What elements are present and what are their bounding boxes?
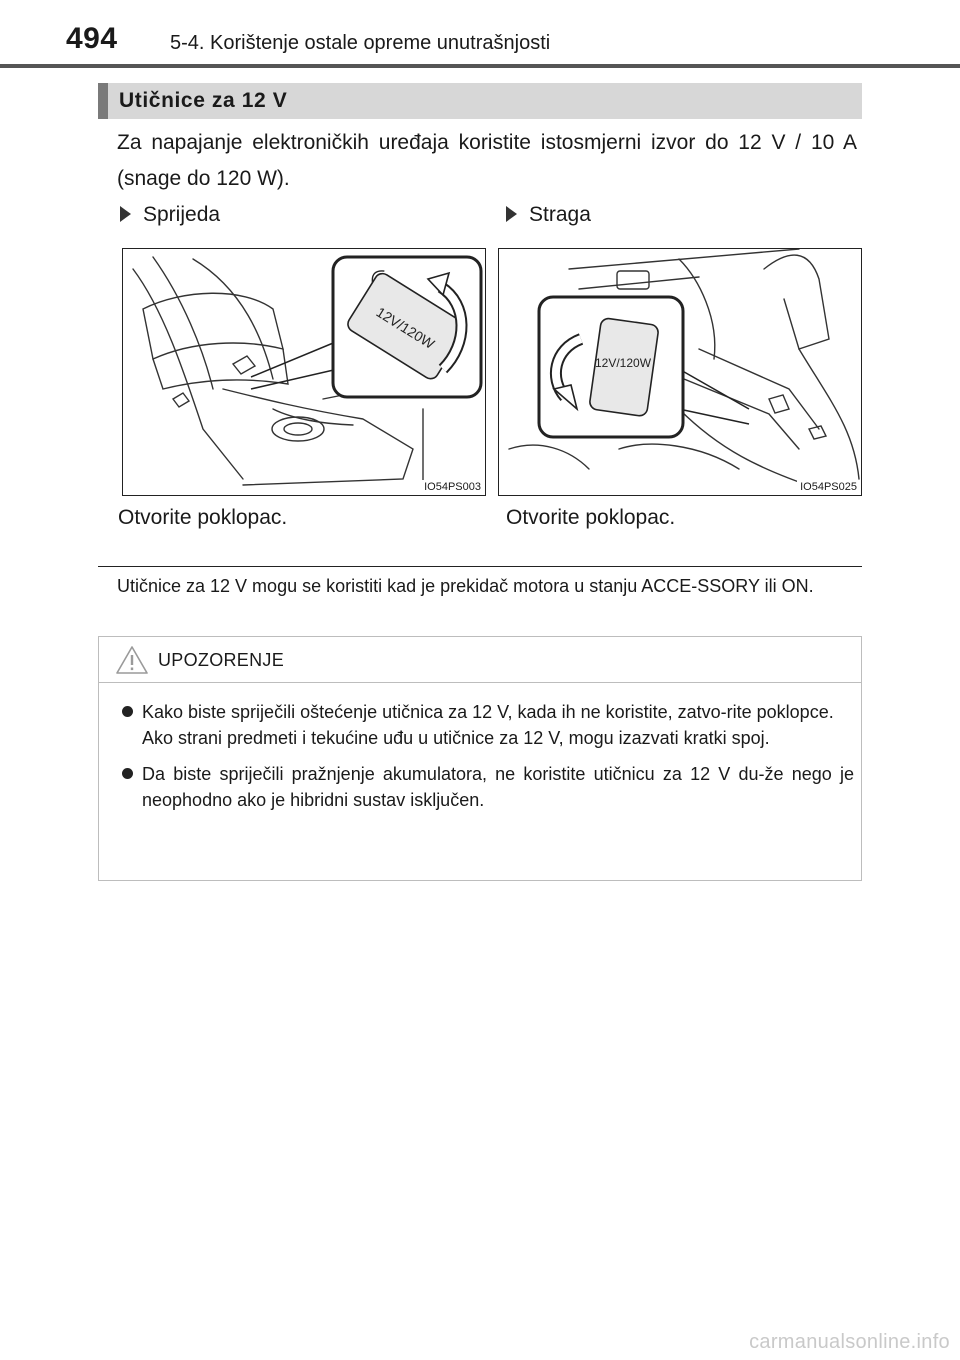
warning-list [116, 699, 854, 823]
lid-label: 12V/120W [594, 356, 652, 370]
figure-caption-rear: Otvorite poklopac. [506, 506, 676, 529]
figure-code: IO54PS003 [421, 480, 484, 494]
warning-triangle-icon [115, 645, 149, 675]
section-title: Utičnice za 12 V [119, 89, 288, 112]
front-console-illustration [123, 249, 486, 496]
figure-caption-front: Otvorite poklopac. [118, 506, 288, 529]
triangle-bullet-icon [120, 206, 131, 222]
figure-code: IO54PS025 [797, 480, 860, 494]
section-heading [98, 83, 862, 119]
section-divider [98, 566, 862, 567]
list-item [116, 761, 854, 813]
usage-note: Utičnice za 12 V mogu se koristiti kad je prekidač motora u stanju ACCE-SSORY ili ON. [117, 576, 814, 596]
variant-label-rear [506, 203, 591, 227]
intro-paragraph: Za napajanje elektroničkih uređaja koristite istosmjerni izvor do 12 V / 10 A (snage do 120 W). [117, 131, 857, 190]
bullet-dot-icon [122, 706, 133, 717]
list-item [116, 699, 854, 751]
triangle-bullet-icon [506, 206, 517, 222]
warning-text: Ako strani predmeti i tekućine uđu u utičnice za 12 V, mogu izazvati kratki spoj. [142, 728, 770, 748]
figure-rear-socket [498, 248, 862, 496]
header-rule [0, 64, 960, 68]
warning-title: UPOZORENJE [158, 650, 285, 670]
warning-text: Da biste spriječili pražnjenje akumulatora, ne koristite utičnicu za 12 V du-že nego je neophodno ako je hibridni sustav isključen. [142, 764, 854, 810]
warning-box [98, 636, 862, 881]
rear-console-illustration [499, 249, 862, 496]
watermark: carmanualsonline.info [749, 1331, 950, 1353]
figure-front-socket [122, 248, 486, 496]
warning-text: Kako biste spriječili oštećenje utičnica za 12 V, kada ih ne koristite, zatvo-rite poklopce. [142, 702, 834, 722]
lid-label: 12V/120W [373, 303, 438, 352]
warning-header [99, 637, 861, 683]
variant-label-front [120, 203, 220, 227]
bullet-dot-icon [122, 768, 133, 779]
variant-label-text: Sprijeda [143, 203, 221, 226]
chapter-title: 5-4. Korištenje ostale opreme unutrašnjosti [170, 32, 551, 54]
variant-label-text: Straga [529, 203, 591, 226]
page-number: 494 [66, 22, 118, 55]
